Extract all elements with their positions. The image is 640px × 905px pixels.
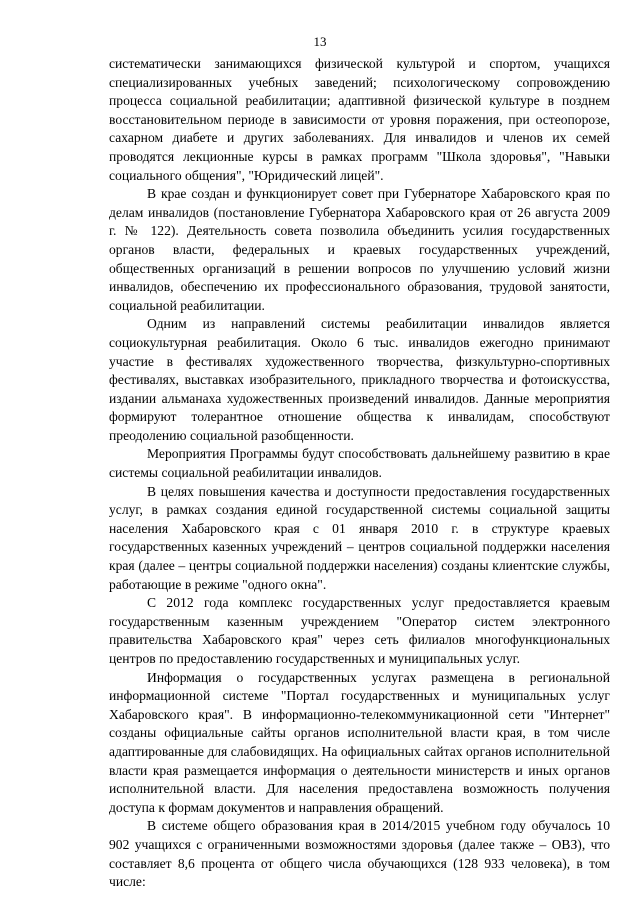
paragraph: В крае создан и функционирует совет при Губернаторе Хабаровского края по делам инвалидов (постановление Губернатора Хабаровского края от 26 августа 2009 г. № 122). Деятельность совета позволила объединить усилия государственных органов власти, федеральных и краевых государственных учреждений, общественных организаций в решении вопросов по улучшению условий жизни инвалидов, обеспечению их профессионального образования, трудовой занятости, социальной реабилитации. — [109, 186, 610, 313]
document-body — [109, 55, 610, 892]
paragraph: Информация о государственных услугах размещена в региональной информационной системе "Портал государственных и муниципальных услуг Хабаровского края". В информационно-телекоммуникационной сети "Интернет" созданы официальные сайты органов исполнительной власти края, в том числе адаптированные для слабовидящих. На официальных сайтах органов исполнительной власти края размещается информация о деятельности министерств и иных органов исполнительной власти. Для населения предоставлена возможность получения доступа к формам документов и направления обращений. — [109, 669, 610, 815]
paragraph: Мероприятия Программы будут способствовать дальнейшему развитию в крае системы социальной реабилитации инвалидов. — [109, 446, 610, 481]
paragraph: В системе общего образования края в 2014/2015 учебном году обучалось 10 902 учащихся с ограниченными возможностями здоровья (далее также – ОВЗ), что составляет 8,6 процента от общего числа обучающихся (128 933 человека), в том числе: — [109, 818, 610, 890]
page-number: 13 — [313, 34, 327, 49]
paragraph: Одним из направлений системы реабилитации инвалидов является социокультурная реабилитация. Около 6 тыс. инвалидов ежегодно принимают участие в фестивалях художественного творчества, физкультурно-спортивных фестивалях, выставках изобразительного, прикладного творчества и фотоискусства, издании альманаха художественных произведений инвалидов. Данные мероприятия формируют толерантное отношение общества к инвалидам, способствуют преодолению социальной разобщенности. — [109, 316, 610, 443]
paragraph: систематически занимающихся физической культурой и спортом, учащихся специализированных учебных заведений; психологическому сопровождению процесса социальной реабилитации; адаптивной физической культуре в позднем восстановительном периоде в зависимости от уровня поражения, при остеопорозе, сахарном диабете и других заболеваниях. Для инвалидов и членов их семей проводятся лекционные курсы в рамках программ "Школа здоровья", "Навыки социального общения", "Юридический лицей". — [109, 56, 610, 183]
paragraph: С 2012 года комплекс государственных услуг предоставляется краевым государственным казенным учреждением "Оператор систем электронного правительства Хабаровского края" через сеть филиалов многофункциональных центров по предоставлению государственных и муниципальных услуг. — [109, 595, 610, 666]
paragraph: В целях повышения качества и доступности предоставления государственных услуг, в рамках создания единой государственной системы социальной защиты населения Хабаровского края с 01 января 2010 г. в структуре краевых государственных казенных учреждений – центров социальной поддержки населения края (далее – центры социальной поддержки населения) созданы клиентские службы, работающие в режиме "одного окна". — [109, 483, 610, 592]
